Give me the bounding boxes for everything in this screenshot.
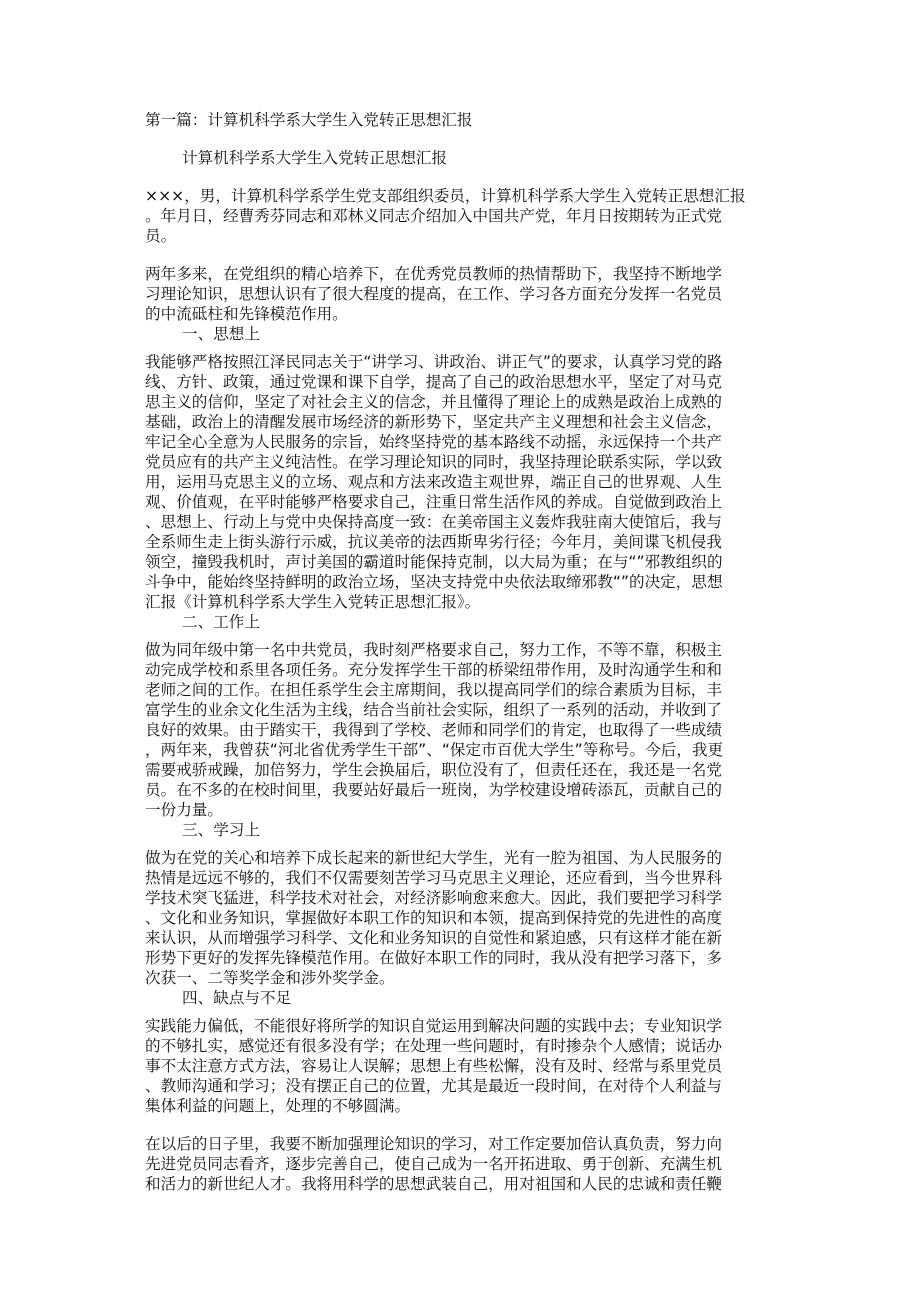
paragraph-line: 、文化和业务知识，掌握做好本职工作的知识和本领，提高到保持党的先进性的高度	[145, 909, 722, 927]
section-heading: 四、缺点与不足	[182, 989, 292, 1007]
paragraph-line: 员。在不多的在校时间里，我要站好最后一班岗，为学校建设增砖添瓦，贡献自己的	[145, 781, 722, 799]
paragraph-line: 、教师沟通和学习；没有摆正自己的位置，尤其是最近一段时间，在对待个人利益与	[145, 1077, 722, 1095]
paragraph-line: 做为在党的关心和培养下成长起来的新世纪大学生，光有一腔为祖国、为人民服务的	[145, 849, 722, 867]
paragraph-line: 学技术突飞猛进，科学技术对社会，对经济影响愈来愈大。因此，我们要把学习科学	[145, 889, 722, 907]
paragraph-line: 领空，撞毁我机时，声讨美国的霸道时能保持克制，以大局为重；在与“”邪教组织的	[145, 553, 723, 571]
paragraph-line: ，两年来，我曾获“河北省优秀学生干部”、“保定市百优大学生”等称号。今后，我更	[145, 741, 724, 759]
paragraph-line: ×××，男，计算机科学系学生党支部组织委员，计算机科学系大学生入党转正思想汇报	[145, 187, 746, 205]
paragraph-line: 富学生的业余文化生活为主线，结合当前社会实际，组织了一系列的活动，并收到了	[145, 701, 722, 719]
paragraph-line: 需要戒骄戒躁，加倍努力，学生会换届后，职位没有了，但责任还在，我还是一名党	[145, 761, 722, 779]
section-heading: 一、思想上	[182, 325, 260, 343]
paragraph-line: 党员应有的共产主义纯洁性。在学习理论知识的同时，我坚持理论联系实际，学以致	[145, 453, 722, 471]
paragraph-line: 两年多来，在党组织的精心培养下，在优秀党员教师的热情帮助下，我坚持不断地学	[145, 265, 722, 283]
paragraph-line: 动完成学校和系里各项任务。充分发挥学生干部的桥梁纽带作用，及时沟通学生和和	[145, 661, 722, 679]
paragraph-line: 做为同年级中第一名中共党员，我时刻严格要求自己，努力工作，不等不靠，积极主	[145, 641, 722, 659]
paragraph-line: 思主义的信仰，坚定了对社会主义的信念，并且懂得了理论上的成熟是政治上成熟的	[145, 393, 722, 411]
paragraph-line: 用，运用马克思主义的立场、观点和方法来改造主观世界，端正自己的世界观、人生	[145, 473, 722, 491]
paragraph-line: 我能够严格按照江泽民同志关于“讲学习、讲政治、讲正气”的要求，认真学习党的路	[145, 353, 723, 371]
paragraph-line: 实践能力偏低，不能很好将所学的知识自觉运用到解决问题的实践中去；专业知识学	[145, 1017, 722, 1035]
paragraph-line: 汇报《计算机科学系大学生入党转正思想汇报》。	[145, 593, 481, 611]
paragraph-line: 全系师生走上街头游行示威，抗议美帝的法西斯卑劣行径；今年月，美间谍飞机侵我	[145, 533, 722, 551]
paragraph-line: 斗争中，能始终坚持鲜明的政治立场，坚决支持党中央依法取缔邪教“”的决定，思想	[145, 573, 723, 591]
document-title: 第一篇：计算机科学系大学生入党转正思想汇报	[145, 111, 473, 129]
paragraph-line: 良好的效果。由于踏实干，我得到了学校、老师和同学们的肯定，也取得了一些成绩	[145, 721, 722, 739]
paragraph-line: 来认识，从而增强学习科学、文化和业务知识的自觉性和紧迫感，只有这样才能在新	[145, 929, 722, 947]
paragraph-line: 老师之间的工作。在担任系学生会主席期间，我以提高同学们的综合素质为目标，丰	[145, 681, 722, 699]
paragraph-line: 的中流砥柱和先锋模范作用。	[145, 305, 348, 323]
document-subtitle: 计算机科学系大学生入党转正思想汇报	[182, 149, 448, 167]
paragraph-line: 形势下更好的发挥先锋模范作用。在做好本职工作的同时，我从没有把学习落下，多	[145, 949, 722, 967]
paragraph-line: 在以后的日子里，我要不断加强理论知识的学习，对工作定要加倍认真负责，努力向	[145, 1135, 722, 1153]
section-heading: 二、工作上	[182, 613, 260, 631]
paragraph-line: 一份力量。	[145, 801, 223, 819]
paragraph-line: 基础，政治上的清醒发展市场经济的新形势下，坚定共产主义理想和社会主义信念，	[145, 413, 722, 431]
paragraph-line: 线、方针、政策，通过党课和课下自学，提高了自己的政治思想水平，坚定了对马克	[145, 373, 722, 391]
paragraph-line: 热情是远远不够的，我们不仅需要刻苦学习马克思主义理论，还应看到，当今世界科	[145, 869, 722, 887]
paragraph-line: 。年月日，经曹秀芬同志和邓林义同志介绍加入中国共产党，年月日按期转为正式党	[145, 207, 722, 225]
paragraph-line: 观、价值观，在平时能够严格要求自己，注重日常生活作风的养成。自觉做到政治上	[145, 493, 722, 511]
paragraph-line: 先进党员同志看齐，逐步完善自己，使自己成为一名开拓进取、勇于创新、充满生机	[145, 1155, 722, 1173]
paragraph-line: 事不太注意方式方法，容易让人误解；思想上有些松懈，没有及时、经常与系里党员	[145, 1057, 722, 1075]
paragraph-line: 的不够扎实，感觉还有很多没有学；在处理一些问题时，有时掺杂个人感情；说话办	[145, 1037, 722, 1055]
paragraph-line: 次获一、二等奖学金和涉外奖学金。	[145, 969, 395, 987]
paragraph-line: 、思想上、行动上与党中央保持高度一致：在美帝国主义轰炸我驻南大使馆后，我与	[145, 513, 722, 531]
section-heading: 三、学习上	[182, 821, 260, 839]
paragraph-line: 员。	[145, 227, 177, 245]
paragraph-line: 牢记全心全意为人民服务的宗旨，始终坚持党的基本路线不动摇，永远保持一个共产	[145, 433, 722, 451]
paragraph-line: 习理论知识，思想认识有了很大程度的提高，在工作、学习各方面充分发挥一名党员	[145, 285, 722, 303]
paragraph-line: 和活力的新世纪人才。我将用科学的思想武装自己，用对祖国和人民的忠诚和责任鞭	[145, 1175, 722, 1193]
paragraph-line: 集体利益的问题上，处理的不够圆满。	[145, 1097, 411, 1115]
